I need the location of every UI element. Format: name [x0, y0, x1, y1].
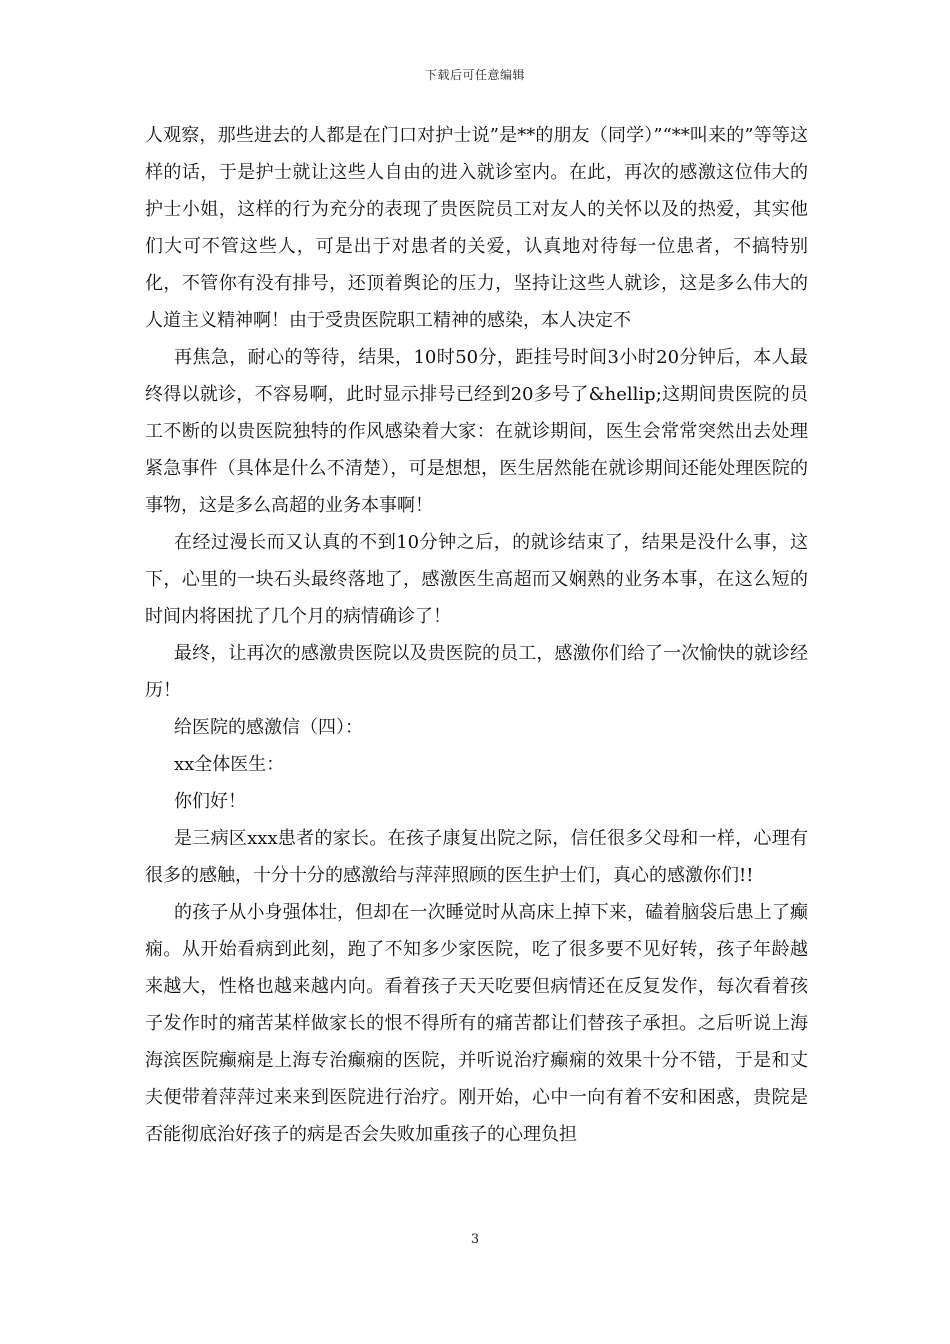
letter-title: 给医院的感激信（四）： — [174, 717, 363, 738]
letter-salutation: xx全体医生： — [174, 754, 285, 775]
page-header: 下载后可任意编辑 — [424, 68, 525, 82]
body-paragraph-4: 最终，让再次的感激贵医院以及贵医院的员工，感激你们给了一次愉快的就诊经历！ — [145, 643, 808, 701]
body-paragraph-2: 再焦急，耐心的等待，结果，10时50分，距挂号时间3小时20分钟后，本人最终得以就诊，不容易啊，此时显示排号已经到20多号了&hellip;这期间贵医院的员工不断的以贵医院独特的作风感染着大家：在就诊期间，医生会常常突然出去处理紧急事件（具体是什么不清楚），可是想想，医生居然能在就诊期间还能处理医院的事物，这是多么高超的业务本事啊！ — [145, 347, 808, 516]
body-paragraph-1: 人观察，那些进去的人都是在门口对护士说”是**的朋友（同学）”“**叫来的”等等这样的话，于是护士就让这些人自由的进入就诊室内。在此，再次的感激这位伟大的护士小姐，这样的行为充分的表现了贵医院员工对友人的关怀以及的热爱，其实他们大可不管这些人，可是出于对患者的关爱，认真地对待每一位患者，不搞特别化，不管你有没有排号，还顶着舆论的压力，坚持让这些人就诊，这是多么伟大的人道主义精神啊！由于受贵医院职工精神的感染，本人决定不 — [145, 125, 808, 331]
body-paragraph-3: 在经过漫长而又认真的不到10分钟之后，的就诊结束了，结果是没什么事，这下，心里的一块石头最终落地了，感激医生高超而又娴熟的业务本事，在这么短的时间内将困扰了几个月的病情确诊了！ — [145, 532, 808, 627]
body-paragraph-5: 是三病区xxx患者的家长。在孩子康复出院之际，信任很多父母和一样，心理有很多的感触，十分十分的感激给与萍萍照顾的医生护士们，真心的感激你们!! — [145, 828, 808, 886]
body-paragraph-6: 的孩子从小身强体壮，但却在一次睡觉时从高床上掉下来，磕着脑袋后患上了癫痫。从开始看病到此刻，跑了不知多少家医院，吃了很多要不见好转，孩子年龄越来越大，性格也越来越内向。看着孩子天天吃要但病情还在反复发作，每次看着孩子发作时的痛苦某样做家长的恨不得所有的痛苦都让们替孩子承担。之后听说上海海滨医院癫痫是上海专治癫痫的医院，并听说治疗癫痫的效果十分不错，于是和丈夫便带着萍萍过来来到医院进行治疗。刚开始，心中一向有着不安和困惑，贵院是否能彻底治好孩子的病是否会失败加重孩子的心理负担 — [145, 902, 808, 1145]
page-number: 3 — [470, 1232, 480, 1247]
letter-greeting: 你们好！ — [174, 791, 246, 812]
document-body — [145, 117, 808, 1153]
